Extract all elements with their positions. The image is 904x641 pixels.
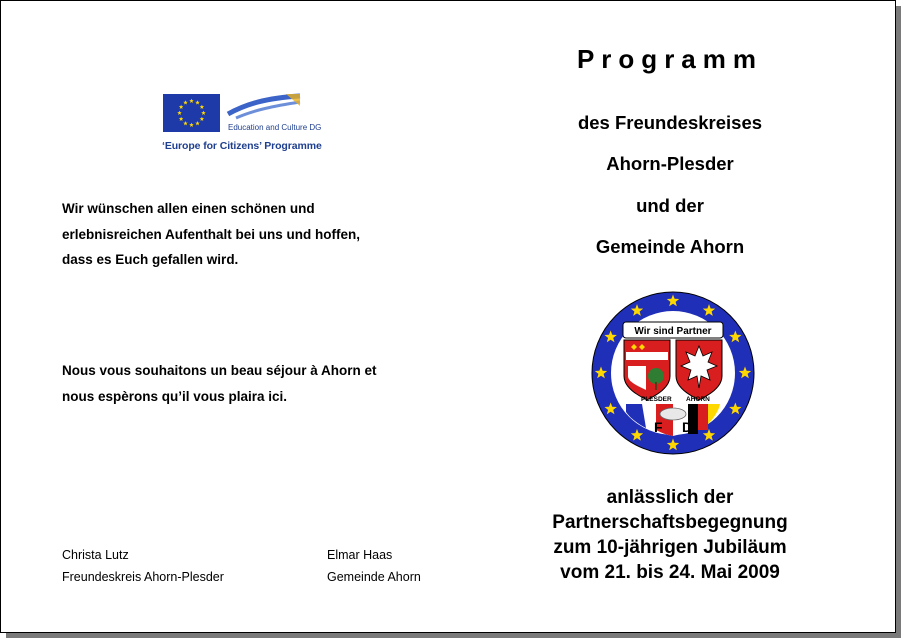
signature-name: Christa Lutz [62, 548, 129, 562]
emblem-top-text: Wir sind Partner [634, 326, 712, 337]
page-shadow-bottom [6, 633, 901, 638]
signature-haas [327, 544, 421, 588]
page-shadow-right [896, 6, 901, 638]
german-greeting [62, 196, 360, 273]
eu-dg-text: Education and Culture DG [228, 123, 322, 132]
emblem-right-label: AHORN [686, 396, 710, 403]
emblem-letter-f: F [654, 419, 663, 435]
occasion-text [470, 485, 870, 585]
emblem-letter-d: D [682, 419, 693, 435]
occasion-line: Partnerschaftsbegegnung [552, 512, 788, 533]
german-line: erlebnisreichen Aufenthalt bei uns und hoffen, [62, 226, 361, 242]
subtitle-line: Ahorn-Plesder [606, 153, 734, 174]
signature-org: Freundeskreis Ahorn-Plesder [62, 570, 224, 584]
french-greeting [62, 358, 377, 409]
eu-programme-text: ‘Europe for Citizens’ Programme [162, 140, 322, 152]
signature-name: Elmar Haas [327, 548, 393, 562]
signature-org: Gemeinde Ahorn [327, 570, 421, 584]
french-line: nous espèrons qu’il vous plaira ici. [62, 388, 288, 404]
signature-lutz [62, 544, 224, 588]
occasion-line: anlässlich der [606, 487, 734, 508]
occasion-line: vom 21. bis 24. Mai 2009 [560, 562, 780, 583]
subtitle-line: Gemeinde Ahorn [595, 236, 745, 257]
german-line: dass es Euch gefallen wird. [62, 252, 239, 267]
french-line: Nous vous souhaitons un beau séjour à Ahorn et [62, 363, 377, 378]
eu-flag-icon [163, 94, 220, 132]
partnership-emblem [590, 290, 756, 456]
occasion-line: zum 10-jährigen Jubiläum [553, 537, 787, 558]
german-line: Wir wünschen allen einen schönen und [62, 201, 315, 216]
subtitle-line: und der [636, 195, 704, 216]
eu-swoosh-icon [226, 92, 302, 122]
subtitle-line: des Freundeskreises [577, 112, 763, 133]
program-title: Programm [576, 44, 764, 74]
emblem-left-label: PLESDER [641, 396, 672, 403]
